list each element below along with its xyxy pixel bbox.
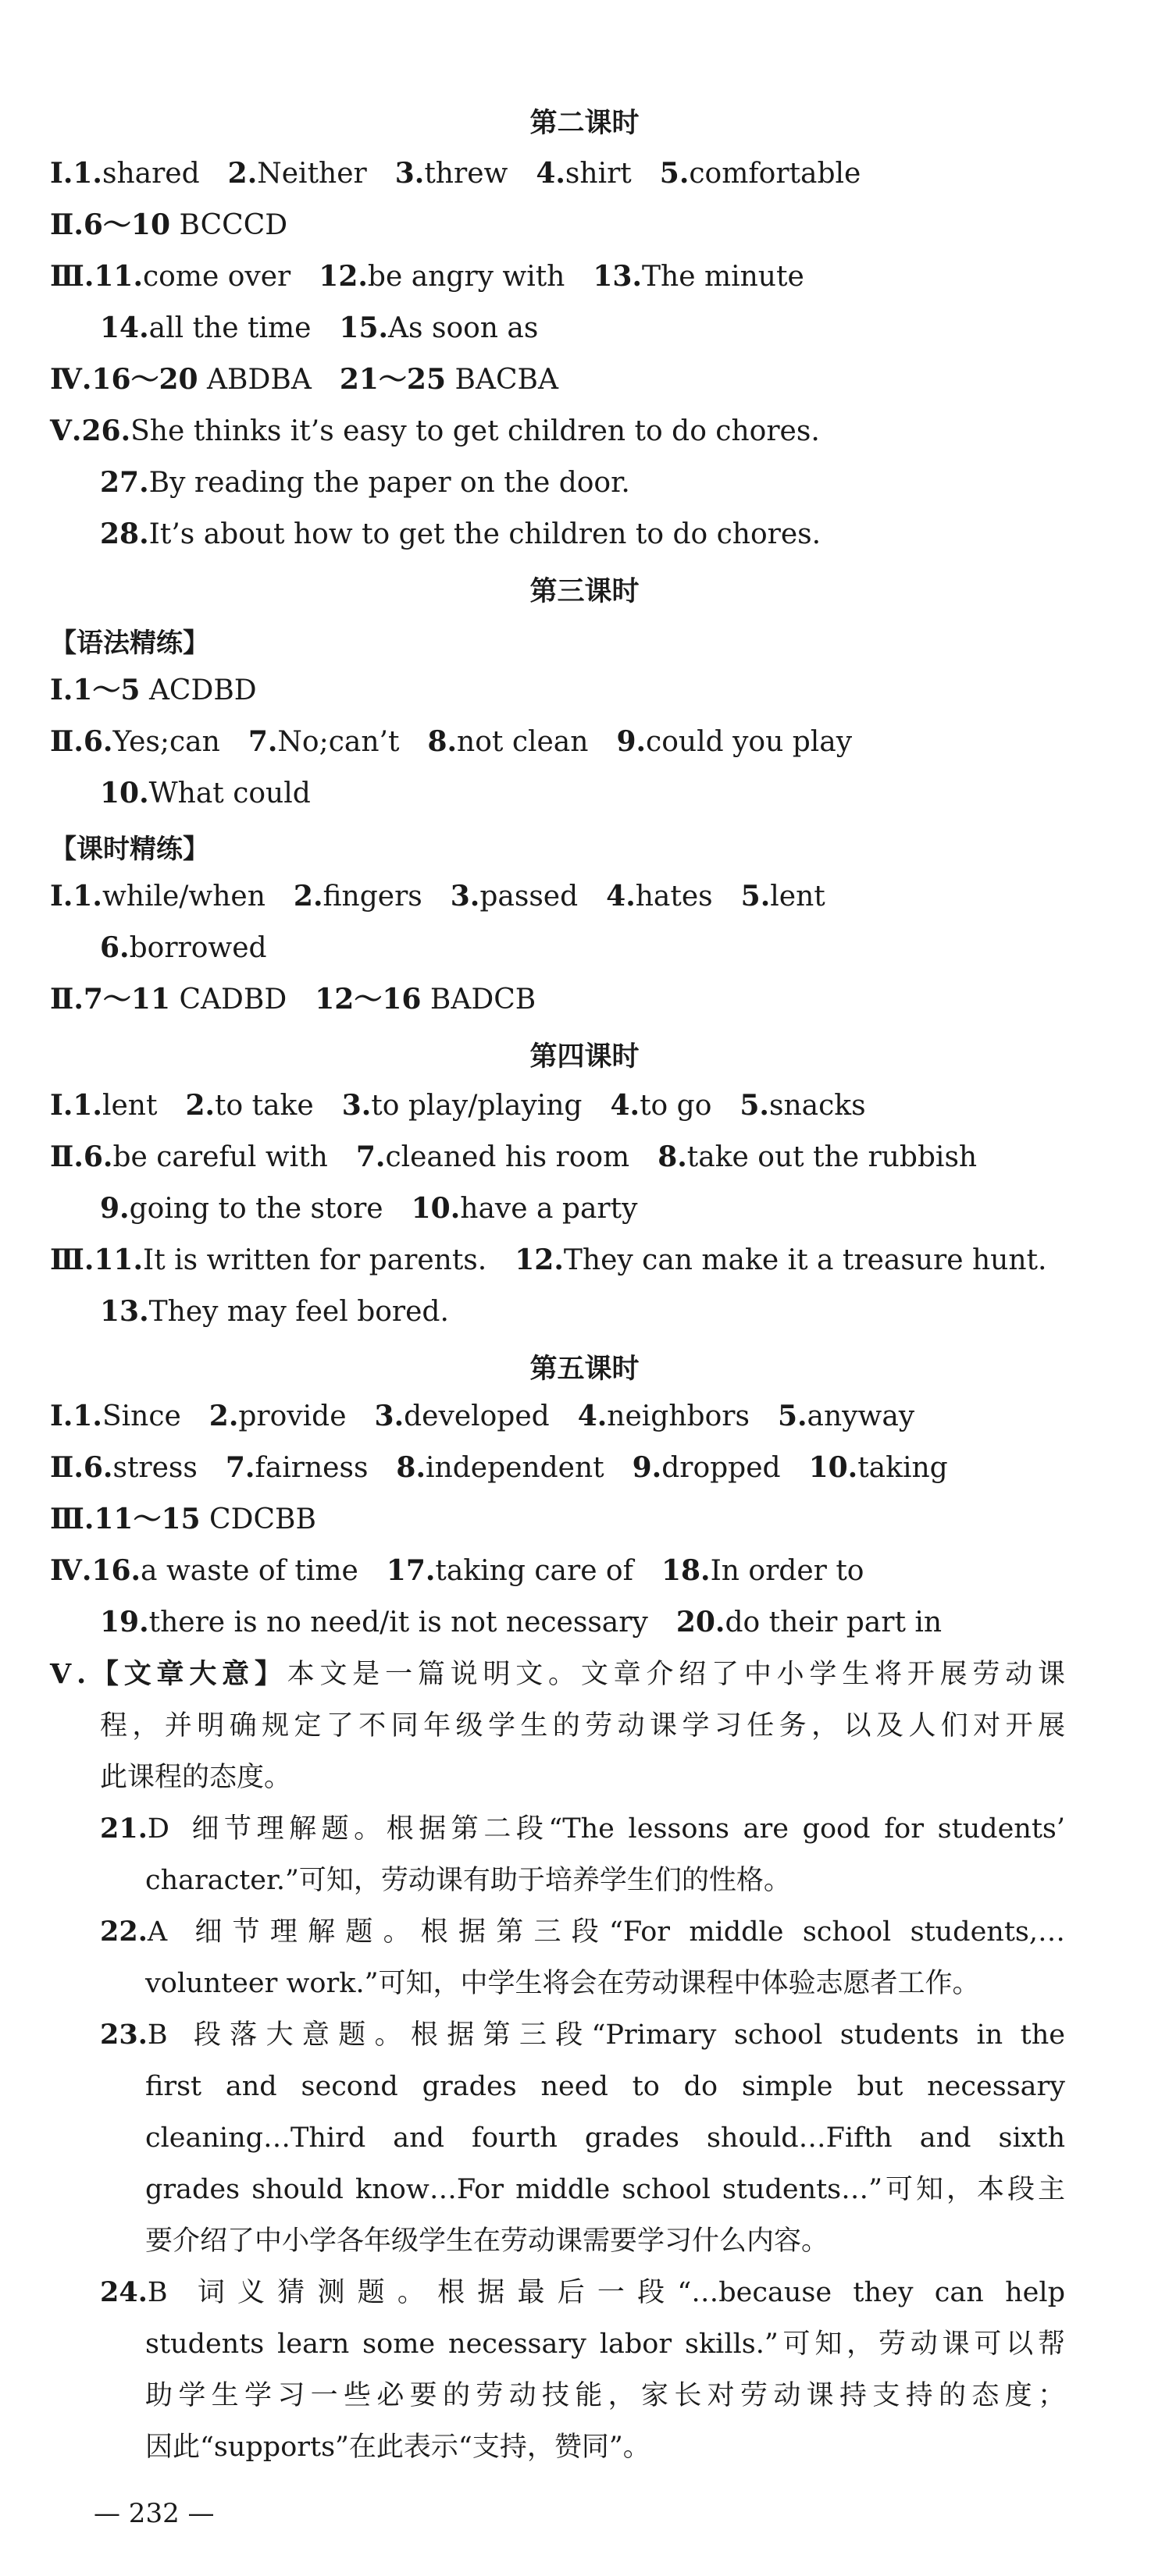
page-number: — 232 — xyxy=(94,2498,215,2529)
answer-line: 14.all the time 15.As soon as xyxy=(100,311,539,344)
question-23-explanation: 23.B 段落大意题。根据第三段“Primary school students in the xyxy=(100,2019,1065,2051)
answer-line: Ⅰ.1～5 ACDBD xyxy=(50,674,257,706)
section-title-lesson-5: 第五课时 xyxy=(529,1354,640,1385)
answer-line: 10.What could xyxy=(100,777,311,809)
subsection-heading-grammar: 【语法精练】 xyxy=(50,628,209,659)
answer-line: Ⅰ.1.while/when 2.fingers 3.passed 4.hates 5.lent xyxy=(50,880,825,913)
answer-line: Ⅱ.6.be careful with 7.cleaned his room 8.take out the rubbish xyxy=(50,1140,978,1173)
answer-line: 27.By reading the paper on the door. xyxy=(100,466,630,499)
answer-line: Ⅱ.6～10 BCCCD xyxy=(50,208,288,241)
question-22-explanation: 22.A 细节理解题。根据第三段“For middle school students,… xyxy=(100,1916,1065,1948)
answer-line: 6.borrowed xyxy=(100,931,267,964)
answer-line: Ⅲ.11～15 CDCBB xyxy=(50,1503,316,1535)
answer-line: Ⅳ.16.a waste of time 17.taking care of 18.In order to xyxy=(50,1554,864,1587)
answer-line: 28.It’s about how to get the children to do chores. xyxy=(100,518,822,550)
answer-line: Ⅲ.11.It is written for parents. 12.They can make it a treasure hunt. xyxy=(50,1244,1047,1276)
section-title-lesson-3: 第三课时 xyxy=(529,576,640,607)
answer-line: 19.there is no need/it is not necessary 20.do their part in xyxy=(100,1606,943,1638)
section-title-lesson-4: 第四课时 xyxy=(529,1041,640,1073)
answer-line: Ⅱ.6.stress 7.fairness 8.independent 9.dropped 10.taking xyxy=(50,1451,948,1484)
question-21-explanation-cont: character.”可知，劳动课有助于培养学生们的性格。 xyxy=(145,1865,791,1896)
answer-line: 9.going to the store 10.have a party xyxy=(100,1192,638,1225)
answer-line: Ⅰ.1.shared 2.Neither 3.threw 4.shirt 5.comfortable xyxy=(50,157,861,190)
question-23-explanation-cont: first and second grades need to do simple but necessary cleaning…Third and fourth grades should…Fifth and sixth grades should know…For middle school students…”可知，本段主 要介绍了中小学各年级学生在劳动课需要学习什么内容。 xyxy=(145,2071,1065,2257)
answer-line: Ⅰ.1.lent 2.to take 3.to play/playing 4.to go 5.snacks xyxy=(50,1089,866,1122)
answer-line: Ⅱ.7～11 CADBD 12～16 BADCB xyxy=(50,983,536,1016)
answer-line: 13.They may feel bored. xyxy=(100,1295,449,1328)
section-title-lesson-2: 第二课时 xyxy=(529,108,640,139)
answer-line: Ⅱ.6.Yes;can 7.No;can’t 8.not clean 9.could you play xyxy=(50,725,853,758)
question-24-explanation-cont: students learn some necessary labor skills.”可知，劳动课可以帮 助学生学习一些必要的劳动技能，家长对劳动课持支持的态度； 因此“supports”在此表示“支持，赞同”。 xyxy=(145,2329,1065,2463)
passage-summary: Ⅴ.【文章大意】本文是一篇说明文。文章介绍了中小学生将开展劳动课 xyxy=(50,1658,1065,1690)
answer-line: Ⅳ.16～20 ABDBA 21～25 BACBA xyxy=(50,363,558,396)
question-22-explanation-cont: volunteer work.”可知，中学生将会在劳动课程中体验志愿者工作。 xyxy=(145,1968,980,1999)
question-21-explanation: 21.D 细节理解题。根据第二段“The lessons are good for students’ xyxy=(100,1813,1065,1845)
subsection-heading-lesson-practice: 【课时精练】 xyxy=(50,834,209,865)
answer-line: Ⅰ.1.Since 2.provide 3.developed 4.neighbors 5.anyway xyxy=(50,1400,915,1432)
answer-line: Ⅴ.26.She thinks it’s easy to get children to do chores. xyxy=(50,415,820,447)
answer-line: Ⅲ.11.come over 12.be angry with 13.The minute xyxy=(50,260,804,293)
passage-summary-cont: 程，并明确规定了不同年级学生的劳动课学习任务，以及人们对开展 此课程的态度。 xyxy=(100,1710,1065,1793)
question-24-explanation: 24.B 词义猜测题。根据最后一段“…because they can help xyxy=(100,2276,1065,2308)
